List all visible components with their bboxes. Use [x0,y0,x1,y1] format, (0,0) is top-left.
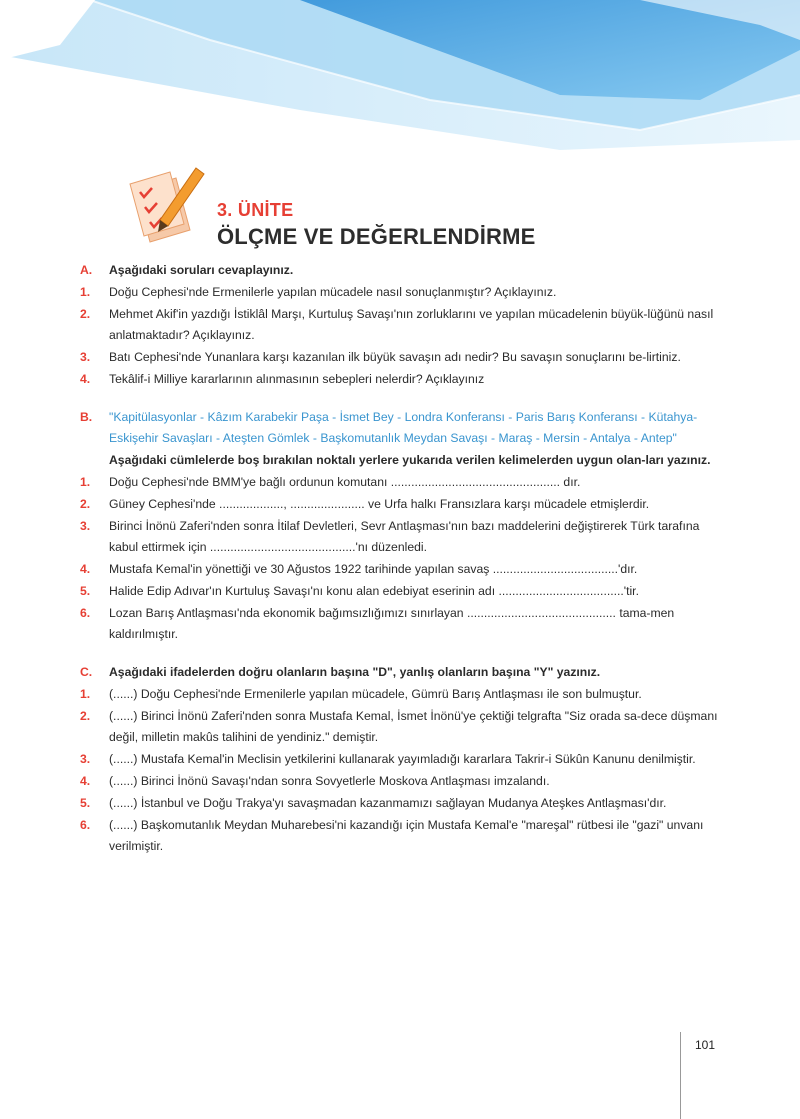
question-text: Doğu Cephesi'nde Ermenilerle yapılan mücadele nasıl sonuçlanmıştır? Açıklayınız. [109,285,557,299]
question-text: (......) Başkomutanlık Meydan Muharebesi'ni kazandığı için Mustafa Kemal'e "mareşal" rütbesi ile "gazi" unvanı verilmiştir. [109,818,704,853]
true-false-item [80,771,728,792]
fill-blank-item [80,581,728,602]
section-a-heading [80,260,728,281]
word-bank: "Kapitülasyonlar - Kâzım Karabekir Paşa - İsmet Bey - Londra Konferansı - Paris Barış Konferansı - Kütahya-Eskişehir Savaşları - Ateşten Gömlek - Başkomutanlık Meydan Savaşı - Maraş - Mersin - Antalya - Antep" [109,410,698,445]
question-text: (......) Mustafa Kemal'in Meclisin yetkilerini kullanarak yayımladığı kararlara Takrir-i Sükûn Kanunu denilmiştir. [109,752,696,766]
section-instruction: Aşağıdaki soruları cevaplayınız. [109,263,294,277]
question-number: 1. [80,687,91,701]
section-letter: A. [80,263,93,277]
question-number: 5. [80,584,91,598]
question-number: 3. [80,519,91,533]
section-letter: B. [80,410,93,424]
section-b-heading [80,450,728,471]
fill-blank-item [80,472,728,493]
question-number: 1. [80,475,91,489]
true-false-item [80,793,728,814]
fill-blank-item [80,603,728,645]
question-number: 6. [80,606,91,620]
question-number: 4. [80,372,91,386]
question-text: (......) Birinci İnönü Savaşı'ndan sonra Sovyetlerle Moskova Antlaşması imzalandı. [109,774,550,788]
section-instruction: Aşağıdaki cümlelerde boş bırakılan noktalı yerlere yukarıda verilen kelimelerden uygun olan-ları yazınız. [109,453,711,467]
true-false-item [80,706,728,748]
question-text: (......) İstanbul ve Doğu Trakya'yı savaşmadan kazanmamızı sağlayan Mudanya Ateşkes Antlaşması'dır. [109,796,667,810]
question-text: Mustafa Kemal'in yönettiği ve 30 Ağustos 1922 tarihinde yapılan savaş .....................................'dır. [109,562,638,576]
question-number: 1. [80,285,91,299]
section-instruction: Aşağıdaki ifadelerden doğru olanların başına "D", yanlış olanların başına "Y" yazınız. [109,665,601,679]
question-text: Lozan Barış Antlaşması'nda ekonomik bağımsızlığımızı sınırlayan ............................................ tama-men kaldırılmıştır. [109,606,675,641]
question-number: 6. [80,818,91,832]
section-letter: C. [80,665,93,679]
question-number: 4. [80,774,91,788]
question-number: 2. [80,497,91,511]
unit-label: 3. ÜNİTE [217,200,294,220]
question-number: 5. [80,796,91,810]
fill-blank-item [80,559,728,580]
true-false-item [80,749,728,770]
page-title: ÖLÇME VE DEĞERLENDİRME [217,224,536,249]
question-item [80,347,728,368]
question-text: Tekâlif-i Milliye kararlarının alınmasının sebepleri nelerdir? Açıklayınız [109,372,485,386]
section-b-wordbank [80,407,728,449]
checklist-pencil-icon [118,160,208,250]
question-number: 3. [80,350,91,364]
question-text: Mehmet Akif'in yazdığı İstiklâl Marşı, Kurtuluş Savaşı'nın zorluklarını ve yapılan mücadelenin büyük-lüğünü nasıl anlatmaktadır? Açıklayınız. [109,307,714,342]
question-text: Halide Edip Adıvar'ın Kurtuluş Savaşı'nı konu alan edebiyat eserinin adı .....................................'tir. [109,584,639,598]
true-false-item [80,815,728,857]
question-item [80,369,728,390]
question-number: 4. [80,562,91,576]
question-text: (......) Birinci İnönü Zaferi'nden sonra Mustafa Kemal, İsmet İnönü'ye çektiği telgrafta "Siz orada sa-dece düşmanı değil, milletin makûs talihini de yendiniz." demiştir. [109,709,718,744]
question-number: 2. [80,307,91,321]
question-item [80,304,728,346]
section-c-heading [80,662,728,683]
question-text: (......) Doğu Cephesi'nde Ermenilerle yapılan mücadele, Gümrü Barış Antlaşması ile son bulmuştur. [109,687,642,701]
question-number: 3. [80,752,91,766]
question-text: Birinci İnönü Zaferi'nden sonra İtilaf Devletleri, Sevr Antlaşması'nın bazı maddelerini değiştirerek Türk tarafına kabul ettirmek için ...........................................'nı düzenledi. [109,519,700,554]
fill-blank-item [80,494,728,515]
question-text: Doğu Cephesi'nde BMM'ye bağlı ordunun komutanı .................................................. dır. [109,475,581,489]
question-number: 2. [80,709,91,723]
fill-blank-item [80,516,728,558]
exercise-content [80,260,728,858]
question-text: Batı Cephesi'nde Yunanlara karşı kazanılan ilk büyük savaşın adı nedir? Bu savaşın sonuçlarını be-lirtiniz. [109,350,681,364]
question-item [80,282,728,303]
true-false-item [80,684,728,705]
question-text: Güney Cephesi'nde ..................., ...................... ve Urfa halkı Fransızlara karşı mücadele etmişlerdir. [109,497,650,511]
page-number: 101 [680,1032,730,1119]
